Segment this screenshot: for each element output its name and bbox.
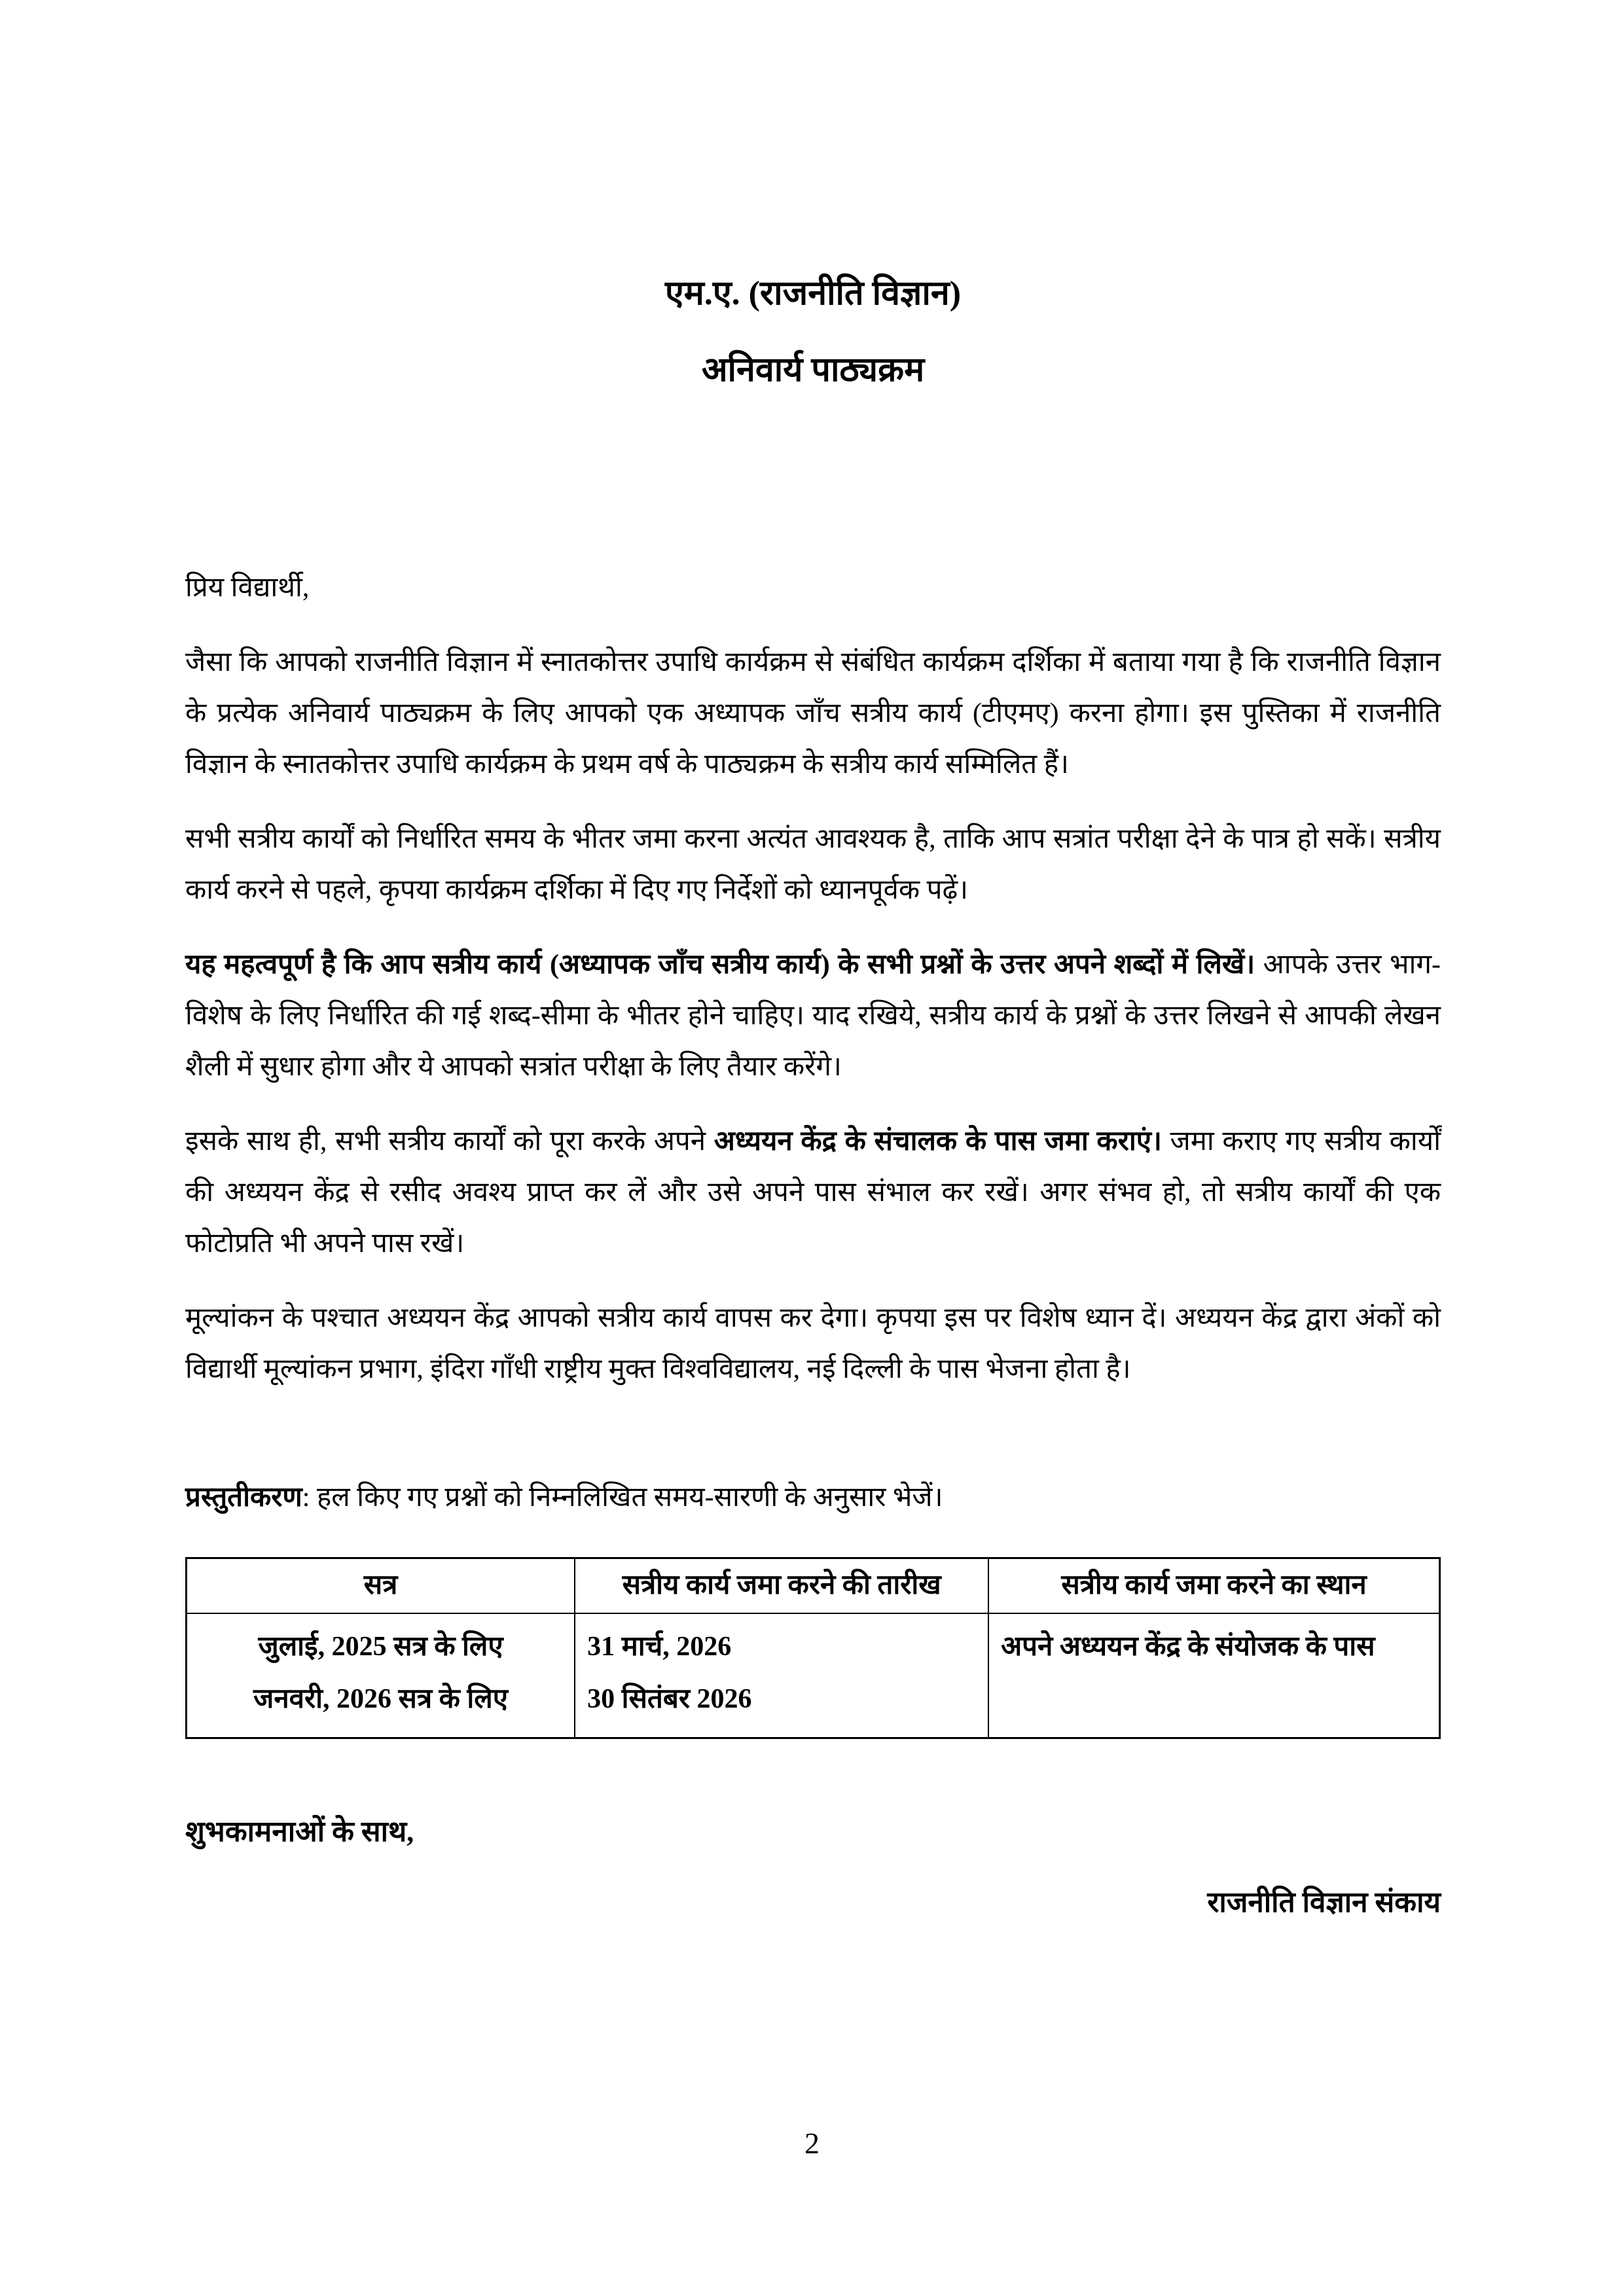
doc-title-program: एम.ए. (राजनीति विज्ञान) [664,275,962,312]
para-submit-centre-segment-2: जमा कराए गए सत्रीय कार्यों की अध्ययन केंद्र से रसीद अवश्य प्राप्त कर लें और उसे अपने पास संभाल कर रखें। अगर संभव हो, तो सत्रीय कार्यों की एक फोटोप्रति भी अपने पास रखें। [185,1126,1441,1259]
page-number: 2 [804,2126,820,2160]
para-own-words-segment-1: आपके उत्तर भाग-विशेष के लिए निर्धारित की गई शब्द-सीमा के भीतर होने चाहिए। याद रखिये, सत्रीय कार्य के प्रश्नों के उत्तर लिखने से आपकी लेखन शैली में सुधार होगा और ये आपको सत्रांत परीक्षा के लिए तैयार करेंगे। [185,950,1441,1082]
para-submit-centre-segment-1-bold: अध्ययन केंद्र के संचालक के पास जमा कराएं। [713,1126,1162,1157]
page-content [185,0,1441,1922]
title-block [185,0,1441,391]
cell-dates [575,1613,988,1738]
header-submission-place: सत्रीय कार्य जमा करने का स्थान [988,1558,1439,1614]
submission-note [185,1472,1441,1523]
signature-faculty: राजनीति विज्ञान संकाय [1207,1886,1441,1918]
para-deadline-segment-0: सभी सत्रीय कार्यों को निर्धारित समय के भीतर जमा करना अत्यंत आवश्यक है, ताकि आप सत्रांत परीक्षा देने के पात्र हो सकें। सत्रीय कार्य करने से पहले, कृपया कार्यक्रम दर्शिका में दिए गए निर्देशों को ध्यानपूर्वक पढ़ें। [185,824,1441,905]
para-submit-centre-segment-0: इसके साथ ही, सभी सत्रीय कार्यों को पूरा करके अपने [185,1126,714,1157]
date-march-2026: 31 मार्च, 2026 [587,1632,732,1662]
cell-sessions [187,1613,575,1738]
date-september-2026: 30 सितंबर 2026 [587,1684,752,1714]
session-january-2026: जनवरी, 2026 सत्र के लिए [253,1684,508,1714]
header-submission-date: सत्रीय कार्य जमा करने की तारीख [575,1558,988,1614]
salutation: प्रिय विद्यार्थी, [185,573,310,603]
submission-schedule-table [185,1557,1441,1739]
session-july-2025: जुलाई, 2025 सत्र के लिए [258,1632,503,1662]
table-row [187,1613,1440,1738]
letter-body [185,637,1441,1395]
para-intro-segment-0: जैसा कि आपको राजनीति विज्ञान में स्नातकोत्तर उपाधि कार्यक्रम से संबंधित कार्यक्रम दर्शिका में बताया गया है कि राजनीति विज्ञान के प्रत्येक अनिवार्य पाठ्यक्रम के लिए आपको एक अध्यापक जाँच सत्रीय कार्य (टीएमए) करना होगा। इस पुस्तिका में राजनीति विज्ञान के स्नातकोत्तर उपाधि कार्यक्रम के प्रथम वर्ष के पाठ्यक्रम के सत्रीय कार्य सम्मिलित हैं। [185,647,1441,780]
para-own-words-segment-0-bold: यह महत्वपूर्ण है कि आप सत्रीय कार्य (अध्यापक जाँच सत्रीय कार्य) के सभी प्रश्नों के उत्तर अपने शब्दों में लिखें। [185,950,1255,980]
para-deadline [185,814,1441,916]
para-submission-note [185,1472,1441,1523]
place-coordinator: अपने अध्ययन केंद्र के संयोजक के पास [1001,1632,1375,1662]
para-submission-note-segment-1: : हल किए गए प्रश्नों को निम्नलिखित समय-सारणी के अनुसार भेजें। [302,1482,943,1513]
para-intro [185,637,1441,790]
para-evaluation [185,1293,1441,1395]
table-header-row [187,1558,1440,1614]
para-own-words [185,939,1441,1092]
cell-place [988,1613,1439,1738]
para-evaluation-segment-0: मूल्यांकन के पश्चात अध्ययन केंद्र आपको सत्रीय कार्य वापस कर देगा। कृपया इस पर विशेष ध्यान दें। अध्ययन केंद्र द्वारा अंकों को विद्यार्थी मूल्यांकन प्रभाग, इंदिरा गाँधी राष्ट्रीय मुक्त विश्वविद्यालय, नई दिल्ली के पास भेजना होता है। [185,1303,1441,1384]
para-submission-note-segment-0-bold: प्रस्तुतीकरण [185,1482,302,1513]
header-session: सत्र [187,1558,575,1614]
closing-regards: शुभकामनाओं के साथ, [185,1816,414,1848]
para-submit-centre [185,1116,1441,1269]
doc-title-course-type: अनिवार्य पाठ्यक्रम [701,351,925,389]
